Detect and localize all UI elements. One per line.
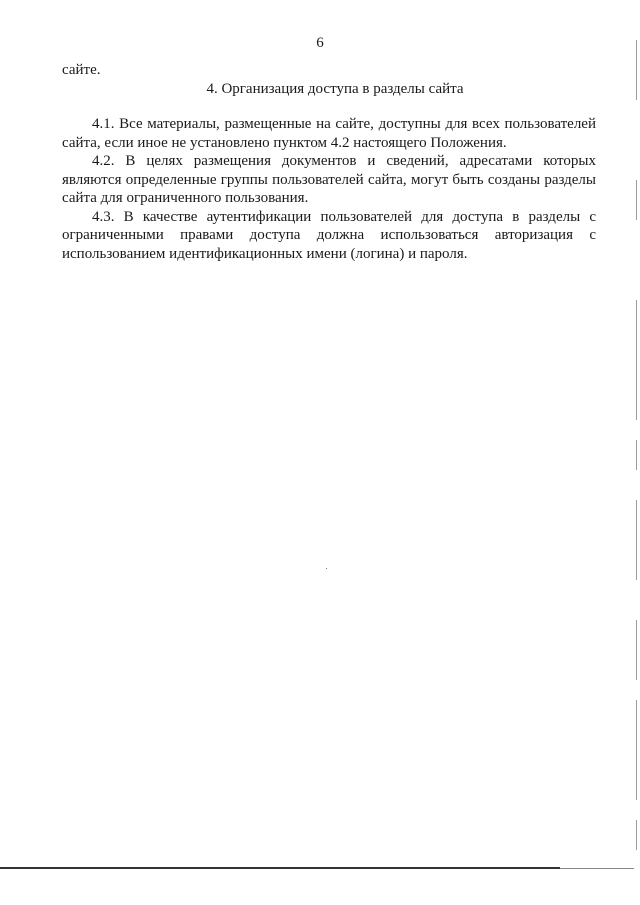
scan-edge-artifact [636,0,637,905]
paragraph-4-1: 4.1. Все материалы, размещенные на сайте, доступны для всех пользователей сайта, если иное не установлено пунктом 4.2 настоящего Положения. [62,116,596,151]
scan-bottom-edge [0,867,560,869]
scan-dust-dot [326,568,327,569]
section-title: 4. Организация доступа в разделы сайта [206,81,464,97]
document-body [62,115,596,263]
paragraph-4-2: 4.2. В целях размещения документов и сведений, адресатами которых являются определенные группы пользователей сайта, могут быть созданы разделы сайта для ограниченного пользования. [62,153,596,206]
scan-bottom-edge-tail [560,868,634,869]
page-number: 6 [316,35,324,51]
paragraph-4-3: 4.3. В качестве аутентификации пользователей для доступа в разделы с ограниченными правами доступа должна использоваться авторизация с использованием идентификационных имени (логина) и пароля. [62,208,596,262]
carry-over-text: сайте. [62,62,101,78]
